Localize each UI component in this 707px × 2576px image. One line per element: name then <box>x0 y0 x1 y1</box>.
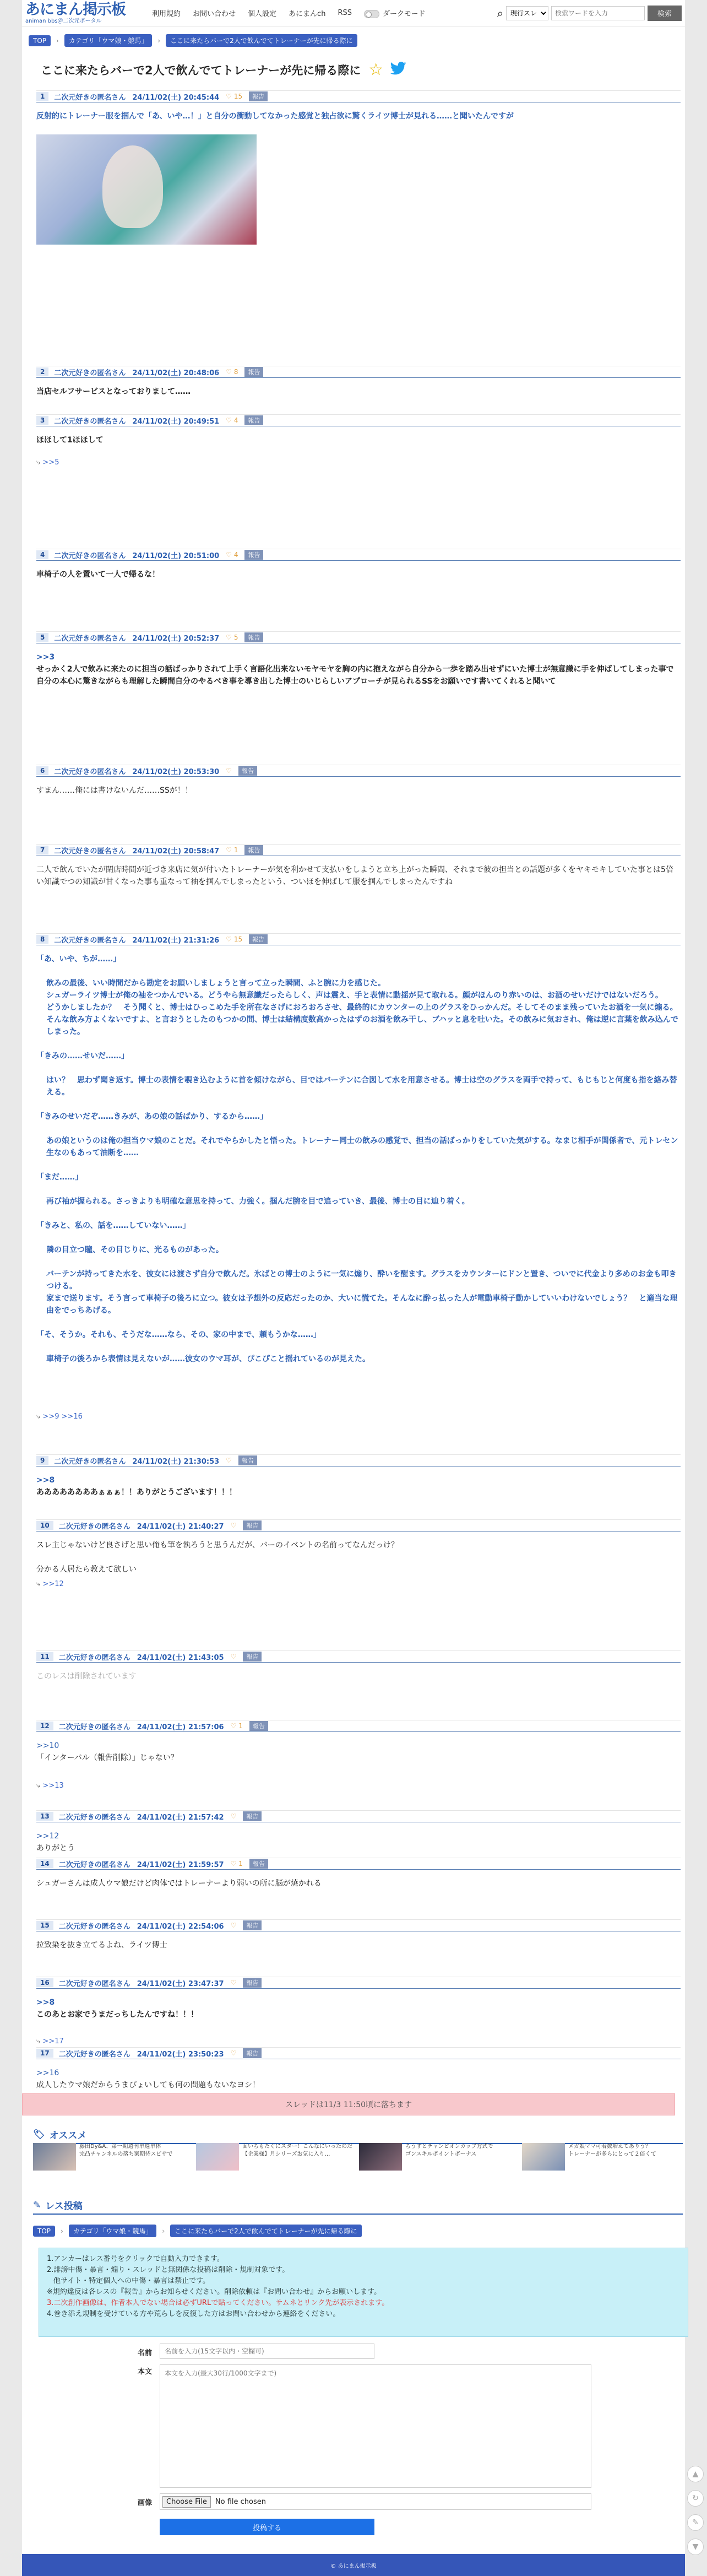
poster-name: 二次元好きの匿名さん <box>54 847 126 856</box>
nav-animanch[interactable]: あにまんch <box>289 10 326 18</box>
heart-icon: ♡ <box>226 416 232 424</box>
post-text: 車椅子の後ろから表情は見えないが……彼女のウマ耳が、ぴこぴこと揺れているのが見えた。 <box>46 1355 370 1363</box>
like-button[interactable] <box>231 2049 237 2057</box>
report-button[interactable]: 報告 <box>238 766 257 776</box>
recommend-title-6: ゴンスキルポイントボーナス <box>405 2151 477 2157</box>
report-button[interactable]: 報告 <box>244 632 263 642</box>
image-file-input[interactable] <box>160 2493 591 2510</box>
poster-name: 二次元好きの匿名さん <box>58 1723 130 1731</box>
post-body <box>36 777 681 797</box>
breadcrumb-category[interactable]: カテゴリ「ウマ娘・競馬」 <box>69 2225 157 2237</box>
post-body <box>36 856 681 888</box>
dark-mode-toggle[interactable] <box>364 8 425 18</box>
post-text: 「きみの……せいだ……」 <box>36 1052 129 1060</box>
post-text: 反射的にトレーナー服を掴んで「あ、いや…！」と自分の衝動してなかった感覚と独占欲に驚くライツ博士が見れる……と聞いたんですが <box>36 112 514 121</box>
post-header <box>36 90 681 102</box>
reply-ref-link[interactable]: ⤷ >>5 <box>36 458 59 467</box>
like-button[interactable] <box>226 846 238 854</box>
breadcrumb <box>22 26 685 49</box>
like-button[interactable] <box>226 93 242 100</box>
post-text: はい？ 思わず聞き返す。博士の表情を覗き込むように首を傾けながら、目ではバーテンに合図して水を用意させる。博士は空のグラスを両手で持って、もじもじと何度も指を絡み替える。 <box>46 1076 677 1097</box>
post-number[interactable]: 5 <box>36 633 48 642</box>
heart-icon: ♡ <box>226 767 232 775</box>
post-body <box>36 378 681 398</box>
breadcrumb-thread[interactable]: ここに来たらバーで2人で飲んでてトレーナーが先に帰る際に <box>166 34 357 47</box>
post-text: 「そ、そうか。それも、そうだな……なら、その、家の中まで、頼もうかな……」 <box>36 1330 321 1339</box>
report-button[interactable]: 報告 <box>249 91 268 101</box>
report-button[interactable]: 報告 <box>243 1652 262 1662</box>
like-button[interactable] <box>226 1457 232 1464</box>
nav-settings[interactable]: 個人設定 <box>248 10 277 18</box>
poster-name: 二次元好きの匿名さん <box>54 634 126 643</box>
nav-terms[interactable]: 利用規約 <box>152 10 181 18</box>
post-date: 24/11/02(土) 21:59:57 <box>137 1860 224 1869</box>
post-body <box>36 1822 681 1854</box>
post-number[interactable]: 7 <box>36 846 48 854</box>
heart-icon: ♡ <box>226 846 232 854</box>
post-date: 24/11/02(土) 20:49:51 <box>132 417 220 426</box>
like-button[interactable] <box>226 935 242 943</box>
scroll-top-icon[interactable]: ▲ <box>687 2466 704 2482</box>
post-header <box>36 933 681 945</box>
breadcrumb-category[interactable]: カテゴリ「ウマ娘・競馬」 <box>64 34 153 47</box>
poster-name: 二次元好きの匿名さん <box>58 1653 130 1662</box>
recommend-thumbnail <box>33 2143 76 2171</box>
breadcrumb-sep-icon: › <box>56 36 59 45</box>
like-count: 5 <box>233 634 238 641</box>
poster-name: 二次元好きの匿名さん <box>54 93 126 102</box>
like-count: 1 <box>233 846 238 854</box>
poster-name: 二次元好きの匿名さん <box>58 1813 130 1822</box>
recommend-thumbnail <box>359 2143 402 2171</box>
post-text: 二人で飲んでいたが閉店時間が近づき来店に気が付いたトレーナーが気を利かせて支払いをしようと立ち上がった瞬間、それまで彼の担当との話題が多くをヤキモキしていた事とは5倍い知識でつの知識が甘くなった事も重なって袖を掴んでしまったという、ついほを伸ばして服を掴んでしまったんですね <box>36 865 673 886</box>
like-button[interactable] <box>231 1653 237 1660</box>
breadcrumb-thread[interactable]: ここに来たらバーで2人で飲んでてトレーナーが先に帰る際に <box>170 2225 361 2237</box>
rule-note: ※規約違反は各レスの『報告』からお知らせください。削除依頼は『お問い合わせ』からお願いします。 <box>47 2288 382 2296</box>
like-button[interactable] <box>231 1922 237 1929</box>
post-date: 24/11/02(土) 23:47:37 <box>137 1979 224 1988</box>
recommend-title-2: 完凸チャンネルの落ち案期待スピサで <box>79 2151 173 2157</box>
post <box>36 366 681 410</box>
post-text: このあとお家でうまだっちしたんですね！！！ <box>36 2010 198 2019</box>
logo-text: あにまん掲示板 <box>25 1 126 18</box>
report-button[interactable]: 報告 <box>243 1811 262 1821</box>
post-text: このレスは削除されています <box>36 1672 137 1681</box>
submit-button[interactable]: 投稿する <box>160 2519 374 2535</box>
post <box>36 1720 681 1790</box>
recommend-title-7: メガ娘ママ可着数増えてありう？ <box>568 2144 651 2150</box>
like-count: 15 <box>233 935 243 943</box>
heart-icon: ♡ <box>226 935 232 943</box>
post-header <box>36 2047 681 2059</box>
reply-ref-link[interactable]: ⤷ >>9 >>16 <box>36 1413 83 1421</box>
recommend-title-5: ちうすとチャンピオンカップ方式で <box>405 2144 493 2150</box>
post-header <box>36 1454 681 1466</box>
post-text: 車椅子の人を置いて一人で帰るな！ <box>36 570 160 579</box>
edit-icon[interactable]: ✎ <box>687 2514 704 2531</box>
recommend-list <box>33 2143 683 2171</box>
poster-name: 二次元好きの匿名さん <box>54 1457 126 1466</box>
post-header <box>36 1810 681 1822</box>
close-notice-text: スレッドは11/3 11:50頃に落ちます <box>285 2101 412 2109</box>
reload-icon[interactable]: ↻ <box>687 2490 704 2507</box>
recommend-heading <box>33 2128 683 2144</box>
post-header <box>36 549 681 561</box>
post-date: 24/11/02(土) 20:51:00 <box>132 551 220 560</box>
post-body <box>36 1466 681 1498</box>
breadcrumb-sep-icon: › <box>157 36 161 45</box>
report-button[interactable]: 報告 <box>249 934 268 944</box>
reply-form-title: レス投稿 <box>45 2201 83 2212</box>
footer <box>22 2554 685 2576</box>
post-header <box>36 1650 681 1663</box>
report-button[interactable]: 報告 <box>243 1978 262 1988</box>
rule-2: 2.誹謗中傷・暴言・煽り・スレッドと無関係な投稿は削除・規制対象です。 <box>47 2266 290 2274</box>
post-text: 再び袖が握られる。さっきよりも明確な意思を持って、力強く。掴んだ腕を目で追っていき、最後、博士の目に辿り着く。 <box>46 1197 470 1206</box>
reply-ref-link[interactable]: ⤷ >>17 <box>36 2037 64 2045</box>
post-date: 24/11/02(土) 21:30:53 <box>132 1457 220 1466</box>
post-date: 24/11/02(土) 21:31:26 <box>132 936 220 945</box>
post-number[interactable]: 1 <box>36 92 48 101</box>
post-header <box>36 1720 681 1732</box>
poster-name: 二次元好きの匿名さん <box>58 1860 130 1869</box>
report-button[interactable]: 報告 <box>244 845 263 855</box>
recommend-title: オススメ <box>49 2130 87 2141</box>
post-date: 24/11/02(土) 20:53:30 <box>132 767 220 776</box>
post-header <box>36 1919 681 1931</box>
post-image[interactable] <box>36 134 257 245</box>
post <box>36 90 681 245</box>
post <box>36 765 681 809</box>
post-date: 24/11/02(土) 21:57:06 <box>137 1723 224 1731</box>
header-nav <box>152 8 425 18</box>
post-text: ああああああああぁぁぁ！！ありがとうございます！！！ <box>36 1488 237 1497</box>
post-number[interactable]: 17 <box>36 2049 53 2058</box>
site-header <box>22 0 685 26</box>
thread-close-notice <box>22 2093 675 2115</box>
heart-icon: ♡ <box>230 1922 237 1929</box>
like-count: 1 <box>238 1722 243 1730</box>
post-number[interactable]: 13 <box>36 1812 53 1821</box>
anchor-link[interactable]: >>8 <box>36 1476 55 1485</box>
reply-ref-link[interactable]: ⤷ >>12 <box>36 1580 64 1588</box>
like-button[interactable] <box>226 551 238 559</box>
poster-name: 二次元好きの匿名さん <box>54 551 126 560</box>
reply-ref-link[interactable]: ⤷ >>13 <box>36 1782 64 1790</box>
footer-copyright: © あにまん掲示板 <box>330 2563 377 2569</box>
post-text: 「まだ……」 <box>36 1173 83 1182</box>
name-label: 名前 <box>138 2349 153 2357</box>
recommend-title-8: トレーナーが多らにとって２倍くて <box>568 2151 656 2157</box>
rule-4: 4.巻き添え規制を受けている方や荒らしを反復した方はお問い合わせから連絡をください。 <box>47 2310 340 2318</box>
post-date: 24/11/02(土) 22:54:06 <box>137 1922 224 1931</box>
report-button[interactable]: 報告 <box>243 2048 262 2058</box>
like-count: 4 <box>233 551 238 559</box>
like-button[interactable] <box>231 1522 237 1529</box>
post-body <box>36 1531 681 1576</box>
recommend-item[interactable] <box>522 2143 682 2171</box>
pencil-icon: ✎ <box>33 2199 41 2211</box>
dark-mode-label: ダークモード <box>382 10 426 18</box>
like-button[interactable] <box>226 368 238 376</box>
breadcrumb-top[interactable]: TOP <box>29 35 51 46</box>
recommend-title-4: 【企業様】月シリーズお気に入り… <box>242 2151 330 2157</box>
post-number[interactable]: 3 <box>36 416 48 425</box>
report-button[interactable]: 報告 <box>243 1520 262 1530</box>
post-date: 24/11/02(土) 21:43:05 <box>137 1653 224 1662</box>
post-body <box>36 643 681 688</box>
post-text: 「あ、いや、ちが……」 <box>36 955 121 964</box>
post-text: せっかく2人で飲みに来たのに担当の話ばっかりされて上手く言語化出来ないモヤモヤを胸の内に抱えながら自分から一歩を踏み出せずにいた博士が無意識に手を伸ばしてしまった事で自分の本心に驚きながらも理解した瞬間自分のやるべき事を導き出した博士のいじらしいアプローチが見られるSSをお願いです書いてくれると聞いて <box>36 665 674 686</box>
search-scope-select[interactable] <box>506 6 548 20</box>
post-number[interactable]: 11 <box>36 1652 53 1661</box>
like-count: 4 <box>233 416 238 424</box>
post-header <box>36 1519 681 1531</box>
post-number[interactable]: 12 <box>36 1722 53 1730</box>
recommend-thumbnail <box>522 2143 565 2171</box>
nav-rss[interactable]: RSS <box>338 9 352 17</box>
report-button[interactable]: 報告 <box>243 1920 262 1930</box>
rule-3: 3.二次創作画像は、作者本人でない場合は必ずURLで貼ってください。サムネとリンク先が表示されます。 <box>47 2299 389 2307</box>
post-body <box>36 561 681 581</box>
post-header <box>36 1977 681 1989</box>
post-number[interactable]: 15 <box>36 1921 53 1930</box>
post-text: ほほして1ほほして <box>36 436 104 445</box>
report-button[interactable]: 報告 <box>238 1455 257 1465</box>
anchor-link[interactable]: >>3 <box>36 653 55 662</box>
poster-name: 二次元好きの匿名さん <box>54 417 126 426</box>
post-body <box>36 1732 681 1764</box>
post-header <box>36 631 681 643</box>
post-number[interactable]: 10 <box>36 1521 53 1530</box>
post-body <box>36 1870 681 1890</box>
post <box>36 549 681 593</box>
like-button[interactable] <box>226 416 238 424</box>
post-date: 24/11/02(土) 21:57:42 <box>137 1813 224 1822</box>
like-count: 15 <box>233 93 243 100</box>
post-body <box>36 945 681 1365</box>
post-text: 飲みの最後、いい時間だから勘定をお願いしましょうと言って立った瞬間、ふと腕に力を感じた。 シュガーライツ博士が俺の袖をつかんでいる。どうやら無意識だったらしく、声は震え、手と表情に動揺が見て取れる。顔がほんのり赤いのは、お酒のせいだけではないだろう。 どうかしましたか？ そう聞くと、博士はひっこめた手を所在なさげにおろおろさせ、最終的にカウンターの上のグラスをひっかんだ。そしてそのまま残っていたお酒を一気に煽る。 そんな飲み方よくないですよ、と言おうとしたのもつかの間、博士は結構度数高かったはずのお酒を飲み干し、ブハッと息を吐いた。その飲みに気おされ、俺は逆に言葉を飲み込んでしまった。 <box>46 979 678 1036</box>
scroll-bottom-icon[interactable]: ▼ <box>687 2539 704 2555</box>
post <box>36 844 681 900</box>
recommend-item[interactable] <box>33 2143 193 2171</box>
post <box>36 1650 681 1695</box>
reply-form-heading <box>33 2198 683 2215</box>
post-text: 「インターバル（報告削除）」じゃない？ <box>36 1754 178 1762</box>
report-button[interactable]: 報告 <box>249 1859 268 1869</box>
post-body <box>36 2059 681 2091</box>
body-label: 本文 <box>138 2368 153 2376</box>
post-body <box>36 1931 681 1951</box>
post-date: 24/11/02(土) 20:58:47 <box>132 847 220 856</box>
heart-icon: ♡ <box>230 1812 237 1820</box>
poster-name: 二次元好きの匿名さん <box>58 2050 130 2059</box>
post-header <box>36 844 681 856</box>
post-body <box>36 426 681 446</box>
post <box>36 1454 681 1511</box>
search-button[interactable]: 検索 <box>648 6 682 21</box>
recommend-thumbnail <box>196 2143 239 2171</box>
post-text: 「きみと、私の、話を……していない……」 <box>36 1221 191 1230</box>
anchor-link[interactable]: >>10 <box>36 1741 59 1750</box>
poster-name: 二次元好きの匿名さん <box>54 767 126 776</box>
heart-icon: ♡ <box>230 1860 237 1868</box>
heart-icon: ♡ <box>226 93 232 100</box>
post-number[interactable]: 14 <box>36 1859 53 1868</box>
post-text: スレ主じゃないけど良さげと思い俺も筆を執ろうと思うんだが、バーのイベントの名前ってなんだっけ？ <box>36 1541 399 1550</box>
post-text: バーテンが持ってきた水を、彼女には渡さず自分で飲んだ。氷ばとの博士のように一気に煽り、酔いを醒ます。グラスをカウンターにドンと置き、ついでに代金より多めのお金も叩きつける。 家まで送ります。そう言って車椅子の後ろに立つ。彼女は予想外の反応だったのか、大いに慌てた。そんなに酔っ払った人が電動車椅子動かしていいわけないでしょう？ と適当な理由をでっちあげる。 <box>46 1270 678 1315</box>
body-textarea[interactable] <box>160 2364 591 2488</box>
posting-rules <box>39 2248 688 2337</box>
post-header <box>36 366 681 378</box>
thread-title: ここに来たらバーで2人で飲んでてトレーナーが先に帰る際に <box>41 63 361 77</box>
like-button[interactable] <box>231 1722 243 1730</box>
favorite-star-icon[interactable]: ☆ <box>368 60 384 79</box>
poster-name: 二次元好きの匿名さん <box>58 1979 130 1988</box>
post-date: 24/11/02(土) 23:50:23 <box>137 2050 224 2059</box>
post-number[interactable]: 8 <box>36 935 48 944</box>
choose-file-button[interactable]: Choose File <box>162 2496 211 2508</box>
post-body <box>36 1989 681 2021</box>
recommend-title-3: 面いちもたぐにスター！こんなにいったのだ <box>242 2144 352 2150</box>
post <box>36 1919 681 1963</box>
side-float-buttons <box>687 2466 704 2555</box>
post <box>36 1519 681 1588</box>
post-text: あの娘というのは俺の担当ウマ娘のことだ。それでやらかしたと悟った。トレーナー同士の飲みの感覚で、担当の話ばっかりをしていた気がする。なまじ相手が関係者で、元トレセン生なのもあって油断を…… <box>46 1137 678 1157</box>
report-button[interactable]: 報告 <box>244 550 263 560</box>
post-text: 「きみのせいだぞ……きみが、あの娘の話ばかり、するから……」 <box>36 1112 268 1121</box>
rule-2b: 他サイト・特定個人への中傷・暴言は禁止です。 <box>53 2277 210 2285</box>
post-body <box>36 1663 681 1682</box>
poster-name: 二次元好きの匿名さん <box>54 936 126 945</box>
breadcrumb-bottom <box>26 2217 368 2239</box>
recommend-item[interactable] <box>359 2143 519 2171</box>
post-number[interactable]: 16 <box>36 1978 53 1987</box>
post <box>36 933 681 1421</box>
anchor-link[interactable]: >>12 <box>36 1832 59 1841</box>
search-bar <box>497 6 682 21</box>
page <box>22 0 685 2576</box>
heart-icon: ♡ <box>226 1457 232 1464</box>
post-date: 24/11/02(土) 20:48:06 <box>132 369 220 377</box>
report-button[interactable]: 報告 <box>244 415 263 425</box>
poster-name: 二次元好きの匿名さん <box>58 1522 130 1531</box>
post-text: 拉致染を抜き立てるよね、ライツ博士 <box>36 1941 167 1950</box>
post <box>36 1858 681 1902</box>
search-input[interactable] <box>551 6 645 20</box>
post-date: 24/11/02(土) 21:40:27 <box>137 1522 224 1531</box>
rule-1: 1.アンカーはレス番号をクリックで自動入力できます。 <box>47 2255 224 2263</box>
anchor-link[interactable]: >>8 <box>36 1998 55 2007</box>
post-date: 24/11/02(土) 20:45:44 <box>132 93 220 102</box>
post-text: すまん……俺には書けないんだ……SSが！！ <box>36 786 193 795</box>
heart-icon: ♡ <box>230 1522 237 1529</box>
nav-contact[interactable]: お問い合わせ <box>193 10 236 18</box>
file-status: No file chosen <box>215 2497 266 2506</box>
thread-title-row <box>22 49 685 87</box>
recommend-item[interactable] <box>196 2143 356 2171</box>
post-header <box>36 765 681 777</box>
name-field[interactable] <box>160 2344 374 2359</box>
post-text: 当店セルフサービスとなっておりまして…… <box>36 387 191 396</box>
site-logo[interactable] <box>25 2 141 25</box>
twitter-share-icon[interactable] <box>390 62 406 78</box>
like-button[interactable] <box>231 1860 243 1868</box>
poster-name: 二次元好きの匿名さん <box>54 369 126 377</box>
toggle-switch[interactable] <box>364 10 379 18</box>
like-button[interactable] <box>231 1812 237 1820</box>
post-number[interactable]: 9 <box>36 1456 48 1465</box>
heart-icon: ♡ <box>226 551 232 559</box>
post-text: ありがとう <box>36 1844 75 1853</box>
like-button[interactable] <box>226 767 232 775</box>
post-number[interactable]: 2 <box>36 367 48 376</box>
heart-icon: ♡ <box>230 1653 237 1660</box>
report-button[interactable]: 報告 <box>244 367 263 377</box>
post-text: 隣の目立つ瞳、その目じりに、光るものがあった。 <box>46 1246 224 1254</box>
post-header <box>36 1858 681 1870</box>
post <box>36 631 681 700</box>
post-number[interactable]: 6 <box>36 766 48 775</box>
post-date: 24/11/02(土) 20:52:37 <box>132 634 220 643</box>
recommend-title-1: 藤田Dy&A、第一期週刊単週単体 <box>79 2144 161 2150</box>
heart-icon: ♡ <box>230 2049 237 2057</box>
post-text: 分かる人居たら教えて欲しい <box>36 1565 137 1574</box>
breadcrumb-sep-icon: › <box>61 2227 63 2235</box>
heart-icon: ♡ <box>230 1722 237 1730</box>
heart-icon: ♡ <box>226 368 232 376</box>
logo-subtext: animan bbs＠二次元ポータル <box>25 18 102 24</box>
poster-name: 二次元好きの匿名さん <box>58 1922 130 1931</box>
post <box>36 414 681 467</box>
post <box>36 1977 681 2045</box>
post-text: シュガーさんは成人ウマ娘だけど肉体ではトレーナーより弱いの所に脳が焼かれる <box>36 1879 322 1888</box>
heart-icon: ♡ <box>226 634 232 641</box>
anchor-link[interactable]: >>16 <box>36 2069 59 2077</box>
like-count: 8 <box>233 368 238 376</box>
like-button[interactable] <box>226 634 238 641</box>
post-text: 成人したウマ娘だからうまぴょいしても何の問題もないなヨシ！ <box>36 2081 260 2090</box>
search-icon: ⌕ <box>497 6 503 20</box>
report-button[interactable]: 報告 <box>249 1721 268 1731</box>
like-count: 1 <box>238 1860 243 1868</box>
post-header <box>36 414 681 426</box>
like-button[interactable] <box>231 1979 237 1987</box>
image-label: 画像 <box>138 2499 153 2507</box>
breadcrumb-top[interactable]: TOP <box>33 2226 55 2237</box>
tag-icon: 🏷 <box>33 2129 45 2140</box>
breadcrumb-sep-icon: › <box>162 2227 165 2235</box>
post-number[interactable]: 4 <box>36 550 48 559</box>
post-body <box>36 102 681 245</box>
heart-icon: ♡ <box>230 1979 237 1987</box>
